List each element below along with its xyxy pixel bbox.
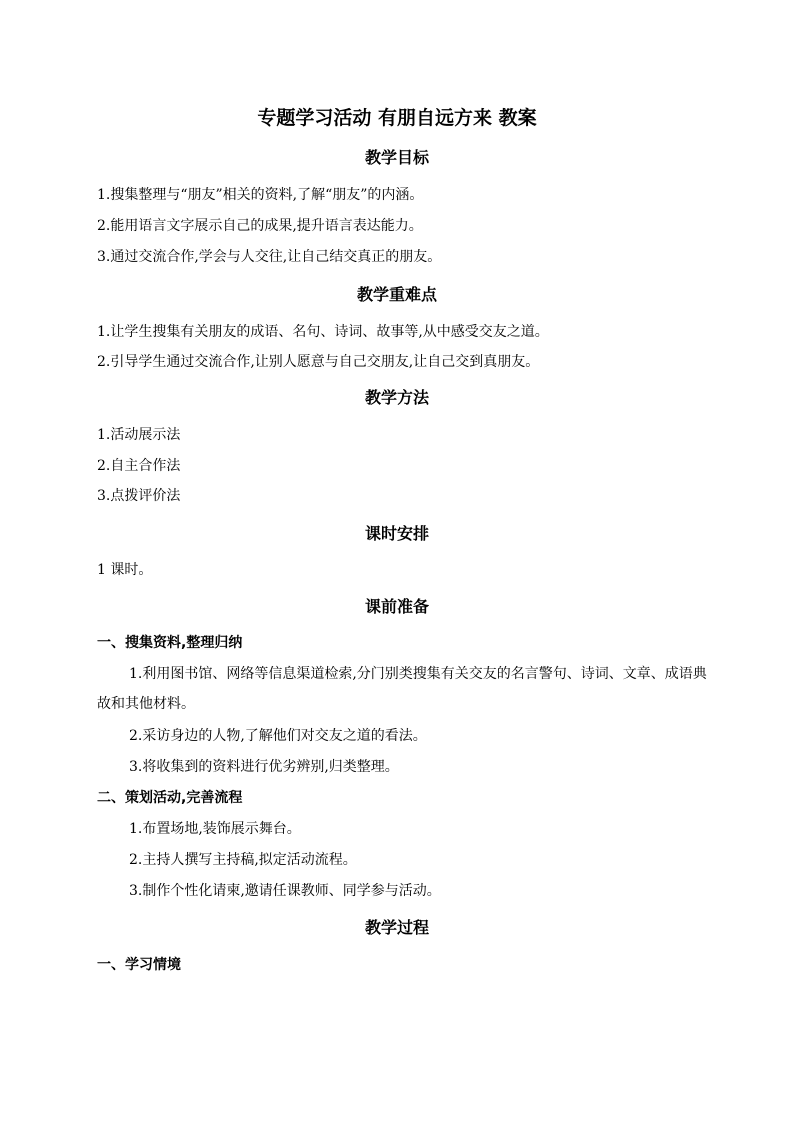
process-part1-title: 一、学习情境 — [97, 957, 181, 973]
document-title: 专题学习活动 有朋自远方来 教案 — [257, 107, 537, 129]
heading-goals: 教学目标 — [364, 148, 429, 167]
preparation-part1-title: 一、搜集资料,整理归纳 — [97, 635, 243, 651]
method-item-2: 2.自主合作法 — [97, 458, 181, 474]
preparation-part1-item-1: 1.利用图书馆、网络等信息渠道检索,分门别类搜集有关交友的名言警句、诗词、文章、成语典故和其他材料。 — [97, 666, 707, 712]
heading-preparation: 课前准备 — [364, 597, 429, 616]
goal-item-1: 1.搜集整理与“朋友”相关的资料,了解“朋友”的内涵。 — [97, 187, 424, 203]
preparation-part2-title: 二、策划活动,完善流程 — [97, 790, 243, 806]
preparation-part2-item-2: 2.主持人撰写主持稿,拟定活动流程。 — [129, 852, 357, 868]
preparation-part1-item-3: 3.将收集到的资料进行优劣辨别,归类整理。 — [129, 759, 399, 775]
goal-item-3: 3.通过交流合作,学会与人交往,让自己结交真正的朋友。 — [97, 249, 442, 265]
heading-process: 教学过程 — [364, 918, 429, 937]
key-point-item-1: 1.让学生搜集有关朋友的成语、名句、诗词、故事等,从中感受交友之道。 — [97, 324, 549, 340]
preparation-part2-item-1: 1.布置场地,装饰展示舞台。 — [129, 821, 301, 837]
key-point-item-2: 2.引导学生通过交流合作,让别人愿意与自己交朋友,让自己交到真朋友。 — [97, 354, 540, 370]
preparation-part2-item-3: 3.制作个性化请柬,邀请任课教师、同学参与活动。 — [129, 883, 441, 899]
method-item-1: 1.活动展示法 — [97, 427, 181, 443]
heading-key-points: 教学重难点 — [356, 285, 437, 304]
schedule-item-1: 1 课时。 — [97, 562, 153, 578]
goal-item-2: 2.能用语言文字展示自己的成果,提升语言表达能力。 — [97, 218, 423, 234]
heading-schedule: 课时安排 — [364, 524, 429, 543]
heading-methods: 教学方法 — [364, 388, 429, 407]
method-item-3: 3.点拨评价法 — [97, 488, 181, 504]
preparation-part1-item-2: 2.采访身边的人物,了解他们对交友之道的看法。 — [129, 728, 427, 744]
